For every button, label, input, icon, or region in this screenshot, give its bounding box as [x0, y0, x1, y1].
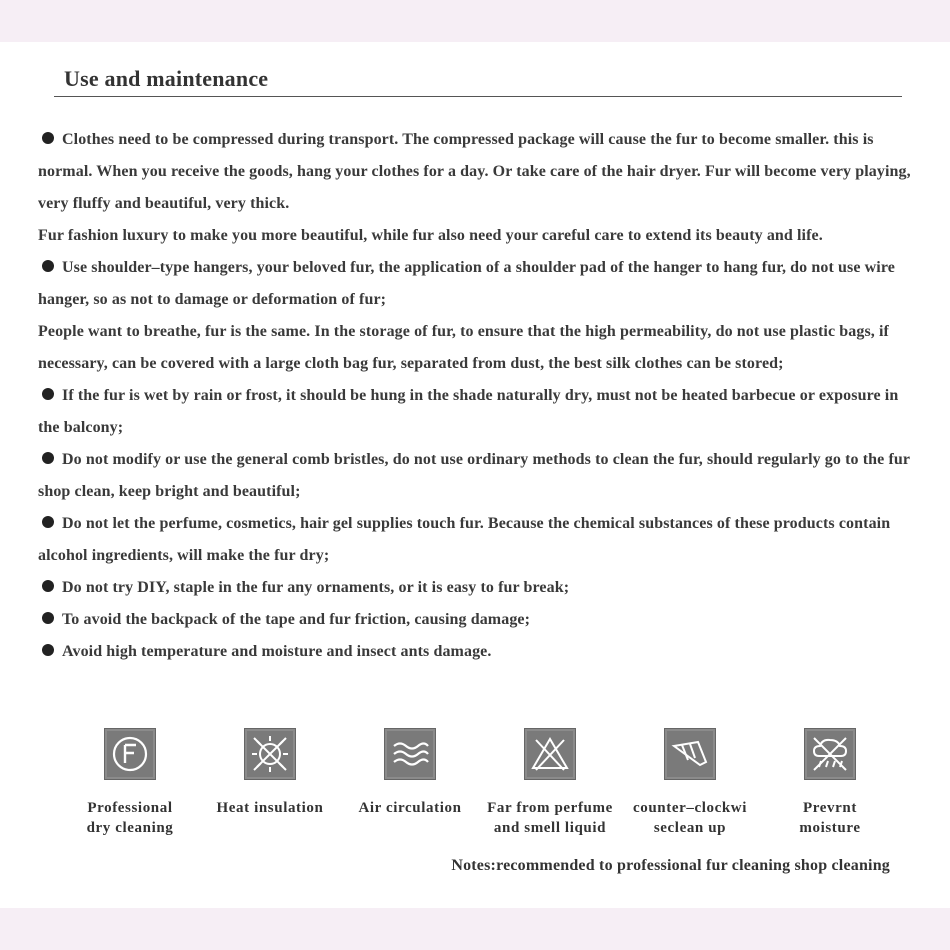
- bullet-icon: [42, 260, 54, 272]
- paragraph-5: Do not modify or use the general comb bristles, do not use ordinary methods to clean the fur, should regularly go to the fur shop clean, keep bright and beautiful;: [38, 451, 910, 500]
- dry-clean-f-icon: [104, 728, 156, 780]
- care-icon-item: Far from perfume and smell liquid: [480, 728, 620, 838]
- paragraph-1: Fur fashion luxury to make you more beautiful, while fur also need your careful care to extend its beauty and life.: [38, 227, 823, 244]
- paragraph-3: People want to breathe, fur is the same. In the storage of fur, to ensure that the high permeability, do not use plastic bags, if necessary, can be covered with a large cloth bag fur, separated from dust, the best silk clothes can be stored;: [38, 323, 889, 372]
- bullet-icon: [42, 132, 54, 144]
- paragraph-2: Use shoulder–type hangers, your beloved fur, the application of a shoulder pad of the hanger to hang fur, do not use wire hanger, so as not to damage or deformation of fur;: [38, 259, 895, 308]
- bullet-icon: [42, 644, 54, 656]
- heading-divider: [54, 96, 902, 97]
- care-instructions: [38, 124, 918, 668]
- paragraph-0: Clothes need to be compressed during transport. The compressed package will cause the fur to become smaller. this is normal. When you receive the goods, hang your clothes for a day. Or take care of the hair dryer. Fur will become very playing, very fluffy and beautiful, very thick.: [38, 131, 911, 212]
- bullet-icon: [42, 580, 54, 592]
- bullet-icon: [42, 516, 54, 528]
- paragraph-8: To avoid the backpack of the tape and fur friction, causing damage;: [38, 604, 918, 636]
- paragraph-9: Avoid high temperature and moisture and insect ants damage.: [38, 636, 918, 668]
- no-iron-icon: [244, 728, 296, 780]
- care-icon-item: Professional dry cleaning: [60, 728, 200, 838]
- comb-icon: [664, 728, 716, 780]
- care-icon-item: Heat insulation: [200, 728, 340, 818]
- paragraph-4: If the fur is wet by rain or frost, it should be hung in the shade naturally dry, must not be heated barbecue or exposure in the balcony;: [38, 387, 899, 436]
- notes-text: Notes:recommended to professional fur cleaning shop cleaning: [451, 857, 890, 874]
- air-waves-icon: [384, 728, 436, 780]
- no-bleach-icon: [524, 728, 576, 780]
- bullet-icon: [42, 612, 54, 624]
- bullet-icon: [42, 452, 54, 464]
- care-sheet: [0, 42, 950, 908]
- care-icons-row: [60, 728, 900, 838]
- paragraph-7: Do not try DIY, staple in the fur any ornaments, or it is easy to fur break;: [38, 572, 918, 604]
- care-icon-item: Prevrnt moisture: [760, 728, 900, 838]
- care-icon-item: Air circulation: [340, 728, 480, 818]
- no-rain-icon: [804, 728, 856, 780]
- bullet-icon: [42, 388, 54, 400]
- paragraph-6: Do not let the perfume, cosmetics, hair gel supplies touch fur. Because the chemical substances of these products contain alcohol ingredients, will make the fur dry;: [38, 515, 891, 564]
- section-heading: Use and maintenance: [64, 66, 269, 91]
- care-icon-item: counter–clockwi seclean up: [620, 728, 760, 838]
